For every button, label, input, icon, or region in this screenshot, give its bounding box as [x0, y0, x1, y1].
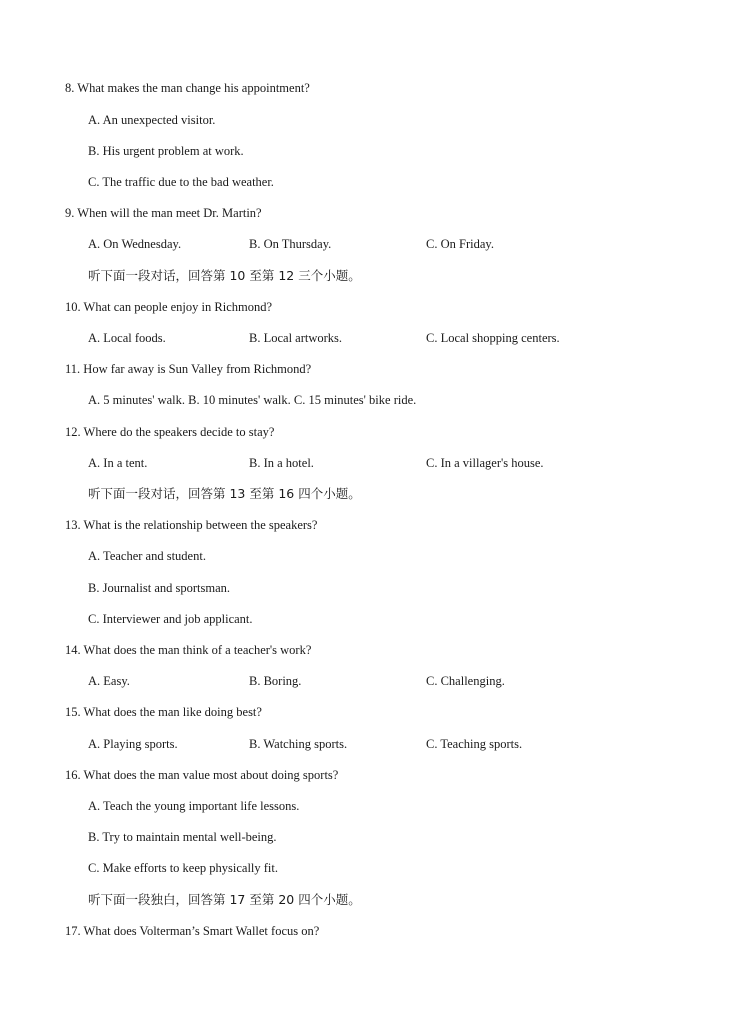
q10-option-a: A. Local foods. [88, 331, 166, 345]
q14-option-c: C. Challenging. [426, 674, 505, 688]
q16-option-c: C. Make efforts to keep physically fit. [88, 861, 279, 875]
section-instruction: 听下面一段对话，回答第 10 至第 12 三个小题。 [88, 268, 361, 283]
q12-option-a: A. In a tent. [88, 456, 148, 470]
question-9: 9. When will the man meet Dr. Martin? [65, 206, 262, 220]
q8-option-b: B. His urgent problem at work. [88, 144, 244, 158]
q14-option-a: A. Easy. [88, 674, 130, 688]
q14-option-b: B. Boring. [249, 674, 302, 688]
question-14: 14. What does the man think of a teacher's work? [65, 643, 312, 657]
question-17: 17. What does Volterman’s Smart Wallet focus on? [65, 924, 320, 938]
q8-option-a: A. An unexpected visitor. [88, 113, 216, 127]
q12-option-c: C. In a villager's house. [426, 456, 544, 470]
question-11: 11. How far away is Sun Valley from Richmond? [65, 362, 312, 376]
q11-options: A. 5 minutes' walk. B. 10 minutes' walk. C. 15 minutes' bike ride. [88, 393, 417, 407]
q15-option-a: A. Playing sports. [88, 737, 178, 751]
q10-option-b: B. Local artworks. [249, 331, 343, 345]
question-16: 16. What does the man value most about doing sports? [65, 768, 339, 782]
q12-option-b: B. In a hotel. [249, 456, 314, 470]
q10-option-c: C. Local shopping centers. [426, 331, 560, 345]
section-instruction: 听下面一段独白，回答第 17 至第 20 四个小题。 [88, 892, 361, 907]
q16-option-a: A. Teach the young important life lessons. [88, 799, 300, 813]
question-15: 15. What does the man like doing best? [65, 705, 262, 719]
q9-option-b: B. On Thursday. [249, 237, 332, 251]
q16-option-b: B. Try to maintain mental well-being. [88, 830, 277, 844]
question-12: 12. Where do the speakers decide to stay? [65, 425, 275, 439]
q15-option-c: C. Teaching sports. [426, 737, 523, 751]
section-instruction: 听下面一段对话，回答第 13 至第 16 四个小题。 [88, 486, 361, 501]
q9-option-c: C. On Friday. [426, 237, 494, 251]
question-10: 10. What can people enjoy in Richmond? [65, 300, 273, 314]
q9-option-a: A. On Wednesday. [88, 237, 182, 251]
question-13: 13. What is the relationship between the speakers? [65, 518, 318, 532]
q15-option-b: B. Watching sports. [249, 737, 348, 751]
question-8: 8. What makes the man change his appointment? [65, 81, 310, 95]
q13-option-b: B. Journalist and sportsman. [88, 581, 231, 595]
q13-option-a: A. Teacher and student. [88, 549, 206, 563]
q8-option-c: C. The traffic due to the bad weather. [88, 175, 274, 189]
q13-option-c: C. Interviewer and job applicant. [88, 612, 253, 626]
